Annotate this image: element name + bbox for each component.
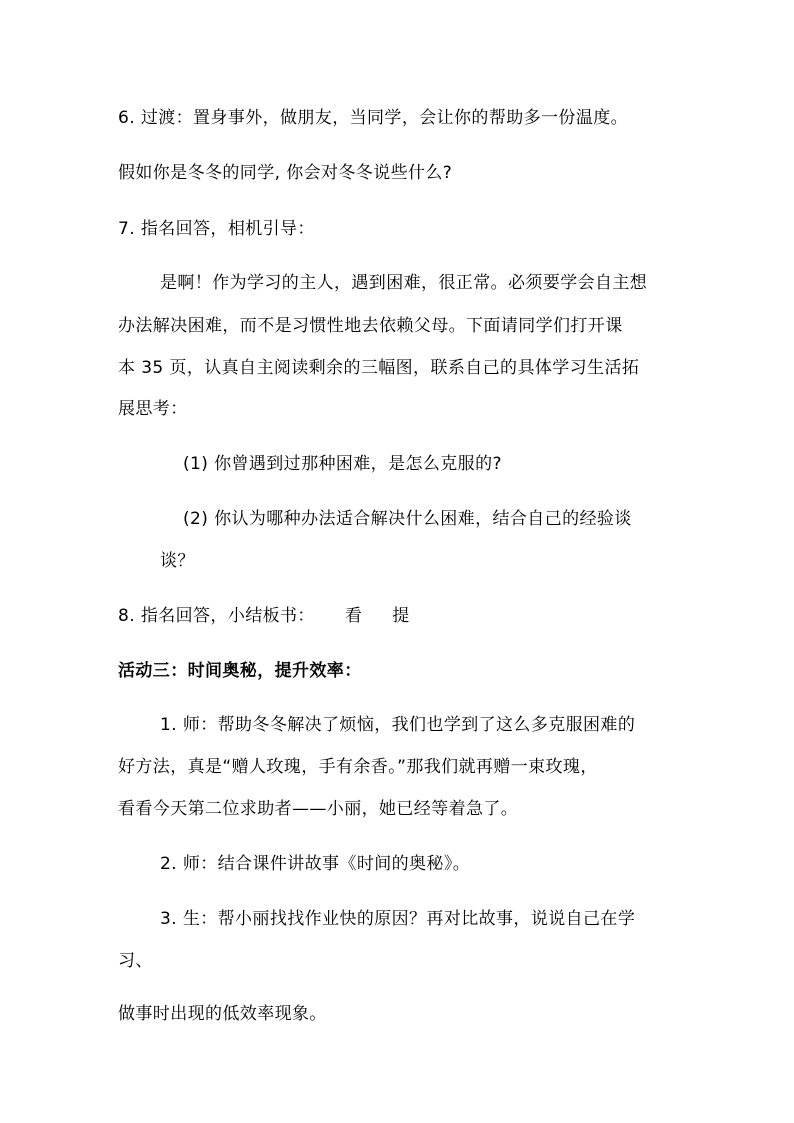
step7-para-line1: 是啊！作为学习的主人，遇到困难，很正常。必须要学会自主想	[160, 273, 648, 293]
step8-word-raise: 提	[392, 606, 410, 626]
step8-line	[118, 605, 410, 627]
activity3-item3-tail: 做事时出现的低效率现象。	[118, 1004, 327, 1024]
step7-question2-line1: (2) 你认为哪种办法适合解决什么困难，结合自己的经验谈	[183, 509, 632, 529]
activity3-item3-line1: 3. 生：帮小丽找找作业快的原因？再对比故事，说说自己在学	[160, 909, 636, 929]
activity3-heading: 活动三：时间奥秘，提升效率：	[118, 661, 362, 681]
step7-question1: (1) 你曾遇到过那种困难，是怎么克服的?	[183, 454, 502, 474]
step7-para-line3: 本 35 页，认真自主阅读剩余的三幅图，联系自己的具体学习生活拓	[118, 358, 640, 378]
activity3-item1-line2: 好方法，真是“赠人玫瑰，手有余香。”那我们就再赠一束玫瑰，	[118, 757, 598, 777]
activity3-item1-line1: 1. 师：帮助冬冬解决了烦恼，我们也学到了这么多克服困难的	[160, 715, 636, 735]
step7-para-line2: 办法解决困难，而不是习惯性地去依赖父母。下面请同学们打开课	[118, 316, 623, 336]
step7-heading: 7. 指名回答，相机引导：	[118, 219, 315, 239]
activity3-item2: 2. 师：结合课件讲故事《时间的奥秘》。	[160, 854, 471, 874]
step6-line2: 假如你是冬冬的同学, 你会对冬冬说些什么?	[118, 163, 453, 183]
step8-text: 8. 指名回答，小结板书：	[118, 606, 315, 626]
step8-word-look: 看	[344, 606, 363, 626]
step6-line1: 6. 过渡：置身事外，做朋友，当同学，会让你的帮助多一份温度。	[118, 108, 629, 128]
activity3-item1-line3: 看看今天第二位求助者——小丽，她已经等着急了。	[118, 799, 519, 819]
step7-question2-line2: 谈？	[160, 551, 195, 571]
step7-para-line4: 展思考：	[118, 399, 188, 419]
activity3-item3-line2: 习、	[118, 951, 153, 971]
